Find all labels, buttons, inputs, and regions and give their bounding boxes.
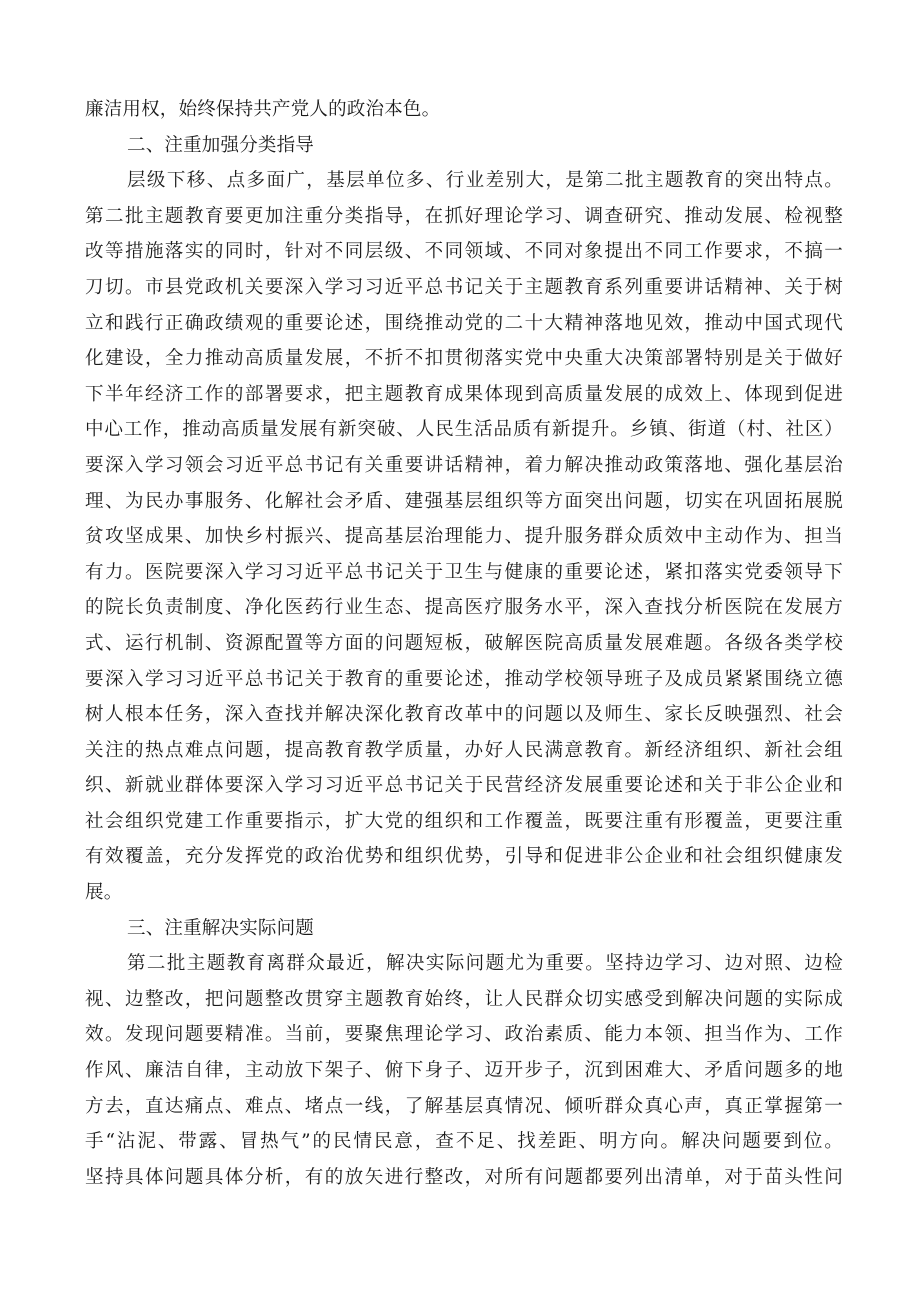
paragraph-line: 展。 (85, 882, 123, 904)
paragraph-line: 下半年经济工作的部署要求，把主题教育成果体现到高质量发展的成效上、体现到促进 (85, 383, 843, 405)
section-heading: 二、注重加强分类指导 (127, 134, 315, 156)
paragraph-line: 的院长负责制度、净化医药行业生态、提高医疗服务水平，深入查找分析医院在发展方 (85, 597, 843, 619)
paragraph-line: 层级下移、点多面广，基层单位多、行业差别大，是第二批主题教育的突出特点。 (127, 170, 843, 192)
document-body (85, 92, 843, 1195)
paragraph-line: 中心工作，推动高质量发展有新突破、人民生活品质有新提升。乡镇、街道（村、社区） (85, 419, 843, 441)
paragraph-line: 要深入学习习近平总书记关于教育的重要论述，推动学校领导班子及成员紧紧围绕立德 (85, 668, 843, 690)
paragraph-line: 社会组织党建工作重要指示，扩大党的组织和工作覆盖，既要注重有形覆盖，更要注重 (85, 810, 843, 832)
paragraph-line: 要深入学习领会习近平总书记有关重要讲话精神，着力解决推动政策落地、强化基层治 (85, 454, 843, 476)
paragraph-line: 有效覆盖，充分发挥党的政治优势和组织优势，引导和促进非公企业和社会组织健康发 (85, 846, 843, 868)
paragraph-line: 有力。医院要深入学习习近平总书记关于卫生与健康的重要论述，紧扣落实党委领导下 (85, 561, 843, 583)
paragraph-line: 树人根本任务，深入查找并解决深化教育改革中的问题以及师生、家长反映强烈、社会 (85, 704, 843, 726)
paragraph-line: 廉洁用权，始终保持共产党人的政治本色。 (85, 99, 441, 120)
paragraph-line: 第二批主题教育要更加注重分类指导，在抓好理论学习、调查研究、推动发展、检视整 (85, 205, 843, 227)
section-heading: 三、注重解决实际问题 (127, 917, 315, 939)
paragraph-line: 式、运行机制、资源配置等方面的问题短板，破解医院高质量发展难题。各级各类学校 (85, 632, 843, 654)
paragraph-line: 关注的热点难点问题，提高教育教学质量，办好人民满意教育。新经济组织、新社会组 (85, 739, 843, 761)
paragraph-line: 立和践行正确政绩观的重要论述，围绕推动党的二十大精神落地见效，推动中国式现代 (85, 312, 843, 334)
paragraph-line: 效。发现问题要精准。当前，要聚焦理论学习、政治素质、能力本领、担当作为、工作 (85, 1024, 843, 1046)
paragraph-line: 手“沾泥、带露、冒热气”的民情民意，查不足、找差距、明方向。解决问题要到位。 (85, 1131, 843, 1153)
paragraph-line: 作风、廉洁自律，主动放下架子、俯下身子、迈开步子，沉到困难大、矛盾问题多的地 (85, 1060, 843, 1082)
paragraph-line: 第二批主题教育离群众最近，解决实际问题尤为重要。坚持边学习、边对照、边检 (127, 953, 843, 975)
paragraph-line: 坚持具体问题具体分析，有的放矢进行整改，对所有问题都要列出清单，对于苗头性问 (85, 1166, 843, 1188)
paragraph-line: 贫攻坚成果、加快乡村振兴、提高基层治理能力、提升服务群众质效中主动作为、担当 (85, 526, 843, 548)
paragraph-line: 织、新就业群体要深入学习习近平总书记关于民营经济发展重要论述和关于非公企业和 (85, 775, 843, 797)
paragraph-line: 改等措施落实的同时，针对不同层级、不同领域、不同对象提出不同工作要求，不搞一 (85, 241, 843, 263)
paragraph-line: 化建设，全力推动高质量发展，不折不扣贯彻落实党中央重大决策部署特别是关于做好 (85, 348, 843, 370)
paragraph-line: 视、边整改，把问题整改贯穿主题教育始终，让人民群众切实感受到解决问题的实际成 (85, 988, 843, 1010)
paragraph-line: 方去，直达痛点、难点、堵点一线，了解基层真情况、倾听群众真心声，真正掌握第一 (85, 1095, 843, 1117)
paragraph-line: 理、为民办事服务、化解社会矛盾、建强基层组织等方面突出问题，切实在巩固拓展脱 (85, 490, 843, 512)
paragraph-line: 刀切。市县党政机关要深入学习习近平总书记关于主题教育系列重要讲话精神、关于树 (85, 276, 843, 298)
